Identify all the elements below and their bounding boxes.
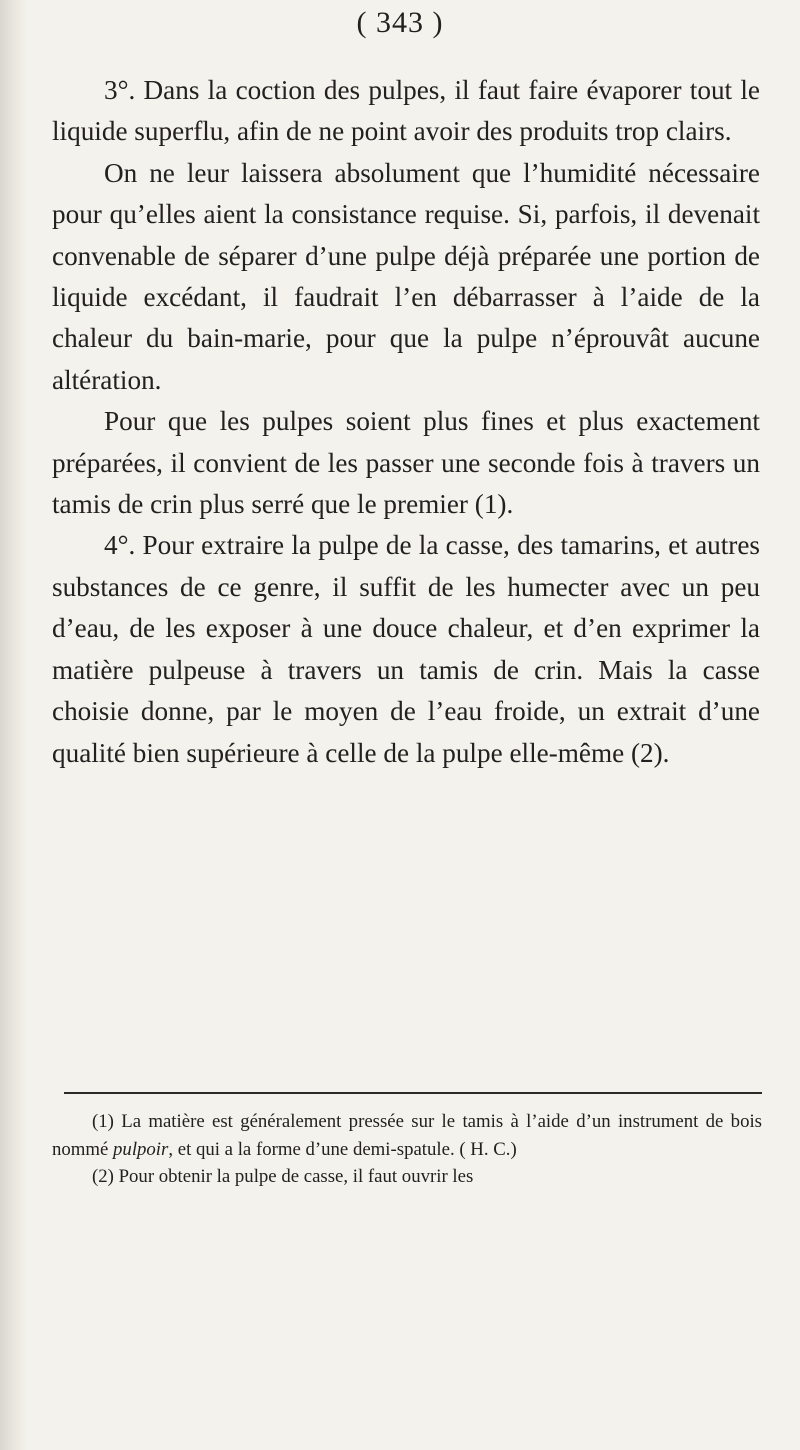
footnote-1: [52, 1108, 762, 1163]
footnotes: [52, 1108, 762, 1191]
footnote-1-tail: , et qui a la forme d’une demi-spatule. ( H. C.): [168, 1138, 517, 1160]
footnote-1-text: (1) La matière est généralement pressée sur le tamis à l’aide d’un instrument de bois nommé: [52, 1111, 762, 1160]
page-number: ( 343 ): [356, 6, 444, 39]
footnote-1-term: pulpoir: [113, 1138, 169, 1160]
main-text: [52, 70, 760, 774]
page-binding-shadow: [0, 0, 28, 1450]
paragraph-sieve: Pour que les pulpes soient plus fines et plus exactement préparées, il convient de les passer une seconde fois à travers un tamis de crin plus serré que le premier (1).: [52, 406, 760, 520]
paragraph-humidity: On ne leur laissera absolument que l’humidité nécessaire pour qu’elles aient la consistance requise. Si, parfois, il devenait convenable de séparer d’une pulpe déjà préparée une portion de liquide excédant, il faudrait l’en débarrasser à l’aide de la chaleur du bain-marie, pour que la pulpe n’éprouvât aucune altération.: [52, 157, 760, 395]
paragraph-evaporation: 3°. Dans la coction des pulpes, il faut faire évaporer tout le liquide superflu, afin de ne point avoir des produits trop clairs.: [52, 75, 760, 147]
footnote-divider: [64, 1092, 762, 1094]
paragraph-casse-extraction: 4°. Pour extraire la pulpe de la casse, des tamarins, et autres substances de ce genre, il suffit de les humecter avec un peu d’eau, de les exposer à une douce chaleur, et d’en exprimer la matière pulpeuse à travers un tamis de crin. Mais la casse choisie donne, par le moyen de l’eau froide, un extrait d’une qualité bien supérieure à celle de la pulpe elle-même (2).: [52, 530, 760, 768]
footnote-2: (2) Pour obtenir la pulpe de casse, il faut ouvrir les: [92, 1166, 474, 1187]
